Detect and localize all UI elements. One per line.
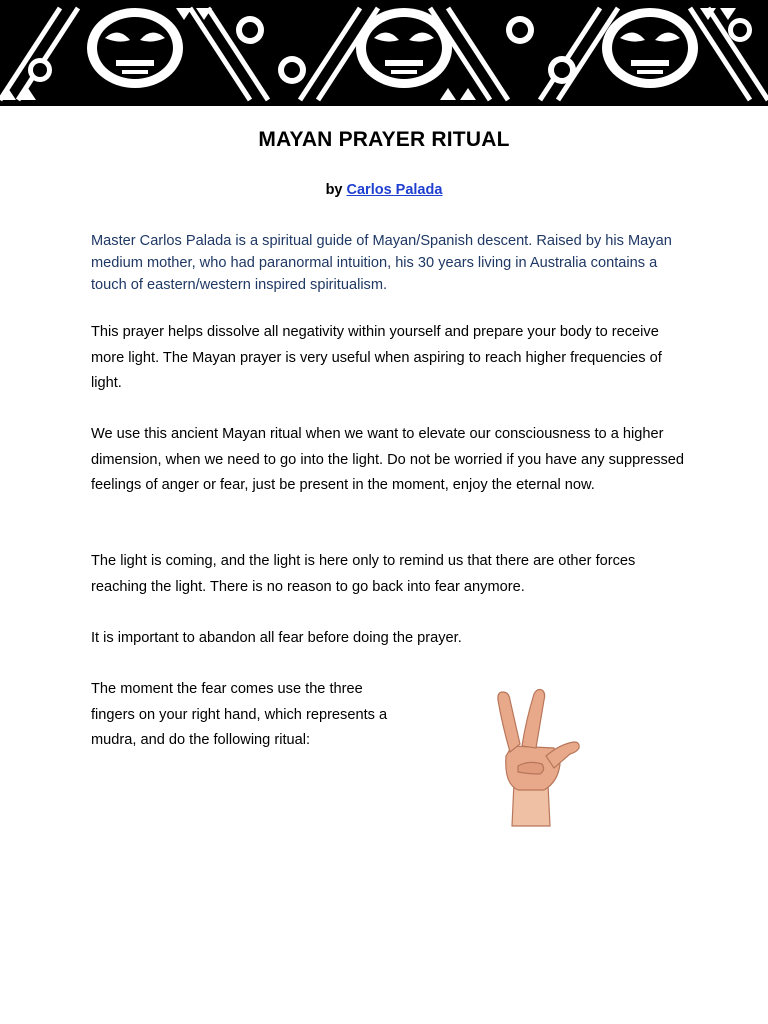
paragraph-ancient-ritual: We use this ancient Mayan ritual when we want to elevate our consciousness to a higher dimension, when we need to go into the light. Do not be worried if you have any suppressed feelings of anger or fear, just be present in the moment, enjoy the eternal now. — [91, 426, 685, 493]
author-bio: Master Carlos Palada is a spiritual guide of Mayan/Spanish descent. Raised by his Mayan medium mother, who had paranormal intuition, his 30 years living in Australia contains a touch of eastern/western inspired spiritualism. — [91, 233, 672, 293]
byline — [0, 182, 768, 198]
paragraph-abandon-fear: It is important to abandon all fear before doing the prayer. — [91, 630, 462, 646]
paragraph-light-coming: The light is coming, and the light is here only to remind us that there are other forces reaching the light. There is no reason to go back into fear anymore. — [91, 553, 636, 595]
byline-prefix: by — [325, 182, 343, 198]
paragraph-dissolve-negativity: This prayer helps dissolve all negativity within yourself and prepare your body to receive more light. The Mayan prayer is very useful when aspiring to reach higher frequencies of light. — [91, 324, 662, 391]
paragraph-mudra-instruction: The moment the fear comes use the three fingers on your right hand, which represents a mudra, and do the following ritual: — [91, 681, 388, 748]
author-link[interactable]: Carlos Palada — [346, 182, 443, 198]
mudra-hand-image — [488, 686, 588, 828]
tribal-banner-image — [0, 0, 768, 106]
page-title: MAYAN PRAYER RITUAL — [258, 128, 510, 151]
